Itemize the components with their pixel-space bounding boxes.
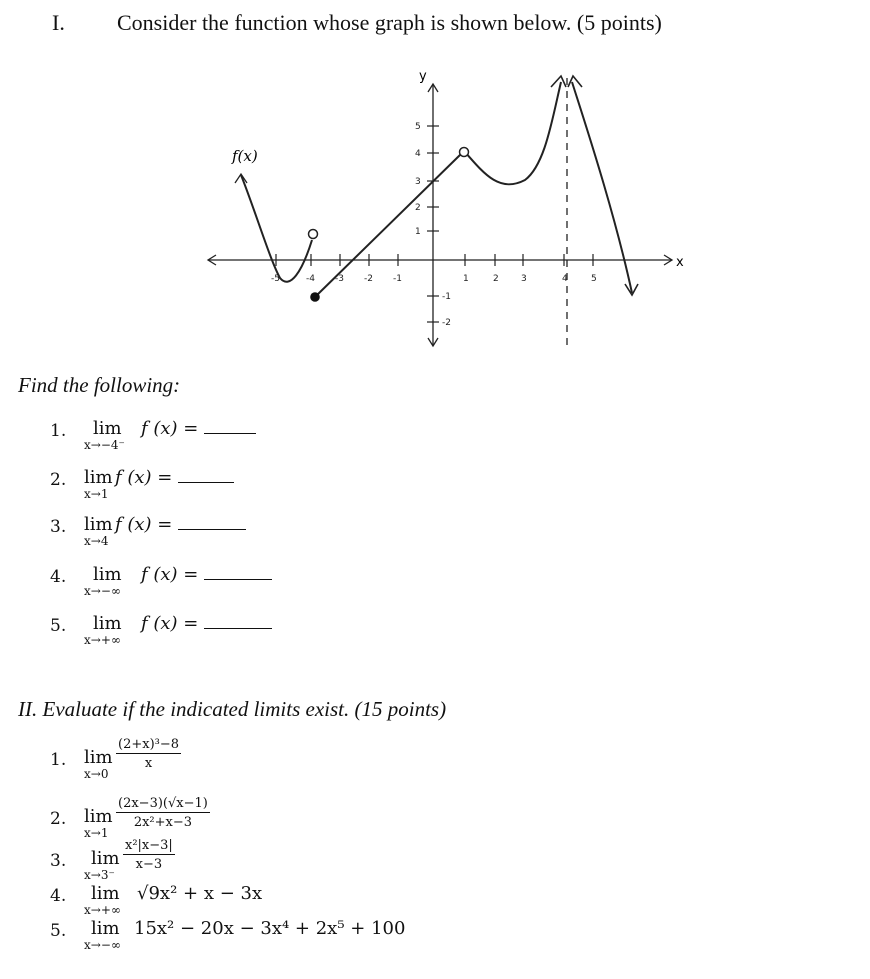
limit-subscript: x→+∞ (84, 903, 121, 917)
x-tick-label: 1 (463, 274, 469, 284)
limit-operator: lim (84, 467, 113, 488)
x-tick-label: -3 (335, 274, 344, 284)
x-axis-label: x (676, 255, 684, 270)
left-asymptote-arrow (551, 76, 566, 87)
limit-operator: lim (84, 747, 113, 768)
item-number: 2. (50, 470, 67, 490)
x-tick-label: -1 (393, 274, 402, 284)
limit-fraction (123, 838, 175, 872)
x-tick-label: 3 (521, 274, 527, 284)
limit-expression-text: f (x) = (141, 564, 199, 585)
function-label: f(x) (232, 147, 258, 165)
limit-subscript: x→3⁻ (84, 868, 115, 882)
limit-operator: lim (93, 564, 122, 585)
limit-operator: lim (91, 918, 120, 939)
x-tick-label: -4 (306, 274, 315, 284)
fraction-numerator: (2+x)³−8 (118, 737, 180, 752)
y-tick-label: 2 (415, 203, 421, 213)
limit-expression: √9x² + x − 3x (137, 883, 263, 904)
item-number: 5. (50, 616, 67, 636)
open-point-left (309, 230, 318, 239)
fraction-denominator: x (144, 756, 153, 771)
limit-expression-text: f (x) = (115, 467, 173, 488)
limit-subscript: x→1 (84, 826, 109, 840)
fraction-numerator: x²|x−3| (125, 838, 173, 853)
limit-subscript: x→1 (84, 487, 109, 501)
limit-expression-text: f (x) = (115, 514, 173, 535)
y-tick-label: 4 (415, 149, 421, 159)
answer-blank[interactable] (178, 468, 234, 483)
limit-subscript: x→−∞ (84, 938, 121, 952)
limit-expression (141, 564, 272, 585)
limit-operator: lim (91, 883, 120, 904)
item-number: 3. (50, 851, 67, 871)
y-axis-label: y (419, 69, 427, 84)
x-tick-label: -2 (364, 274, 373, 284)
limit-expression: 15x² − 20x − 3x⁴ + 2x⁵ + 100 (134, 918, 406, 939)
item-number: 4. (50, 567, 67, 587)
limit-operator: lim (93, 613, 122, 634)
limit-fraction (116, 737, 181, 771)
linear-segment (315, 154, 461, 297)
closed-point (310, 292, 320, 302)
limit-expression (115, 514, 246, 535)
x-tick-label: -5 (271, 274, 280, 284)
find-heading: Find the following: (18, 373, 181, 397)
limit-fraction (116, 796, 210, 830)
item-number: 1. (50, 750, 67, 770)
limit-operator: lim (84, 806, 113, 827)
y-tick-label: -2 (442, 318, 451, 328)
limit-operator: lim (84, 514, 113, 535)
section-number: I. (52, 10, 65, 35)
limit-expression-text: f (x) = (141, 418, 199, 439)
fraction-denominator: x−3 (135, 857, 163, 872)
x-tick-label: 4 (562, 274, 568, 284)
item-number: 5. (50, 921, 67, 941)
right-asymptote-arrow (568, 76, 582, 87)
item-number: 2. (50, 809, 67, 829)
fraction-denominator: 2x²+x−3 (133, 815, 193, 830)
x-tick-label: 5 (591, 274, 597, 284)
answer-blank[interactable] (178, 515, 246, 530)
limit-expression-text: f (x) = (141, 613, 199, 634)
answer-blank[interactable] (204, 419, 256, 434)
open-point-right (460, 148, 469, 157)
limit-expression (141, 418, 256, 439)
y-tick-label: 1 (415, 227, 421, 237)
x-tick-label: 2 (493, 274, 499, 284)
section2-title: II. Evaluate if the indicated limits exist. (15 points) (18, 697, 447, 721)
limit-subscript: x→4 (84, 534, 109, 548)
limit-subscript: x→0 (84, 767, 109, 781)
answer-blank[interactable] (204, 614, 272, 629)
item-number: 4. (50, 886, 67, 906)
section-title: Consider the function whose graph is shown below. (5 points) (117, 10, 662, 35)
y-tick-label: 3 (415, 177, 421, 187)
function-graph (195, 60, 695, 350)
limit-subscript: x→+∞ (84, 633, 121, 647)
limit-subscript: x→−4⁻ (84, 438, 125, 452)
item-number: 1. (50, 421, 67, 441)
limit-operator: lim (93, 418, 122, 439)
limit-expression (141, 613, 272, 634)
item-number: 3. (50, 517, 67, 537)
middle-bump-curve (465, 82, 561, 184)
limit-expression (115, 467, 234, 488)
answer-blank[interactable] (204, 565, 272, 580)
limit-subscript: x→−∞ (84, 584, 121, 598)
fraction-numerator: (2x−3)(√x−1) (118, 796, 208, 811)
y-tick-label: 5 (415, 122, 421, 132)
limit-operator: lim (91, 848, 120, 869)
right-decreasing-curve (572, 82, 632, 293)
y-tick-label: -1 (442, 292, 451, 302)
